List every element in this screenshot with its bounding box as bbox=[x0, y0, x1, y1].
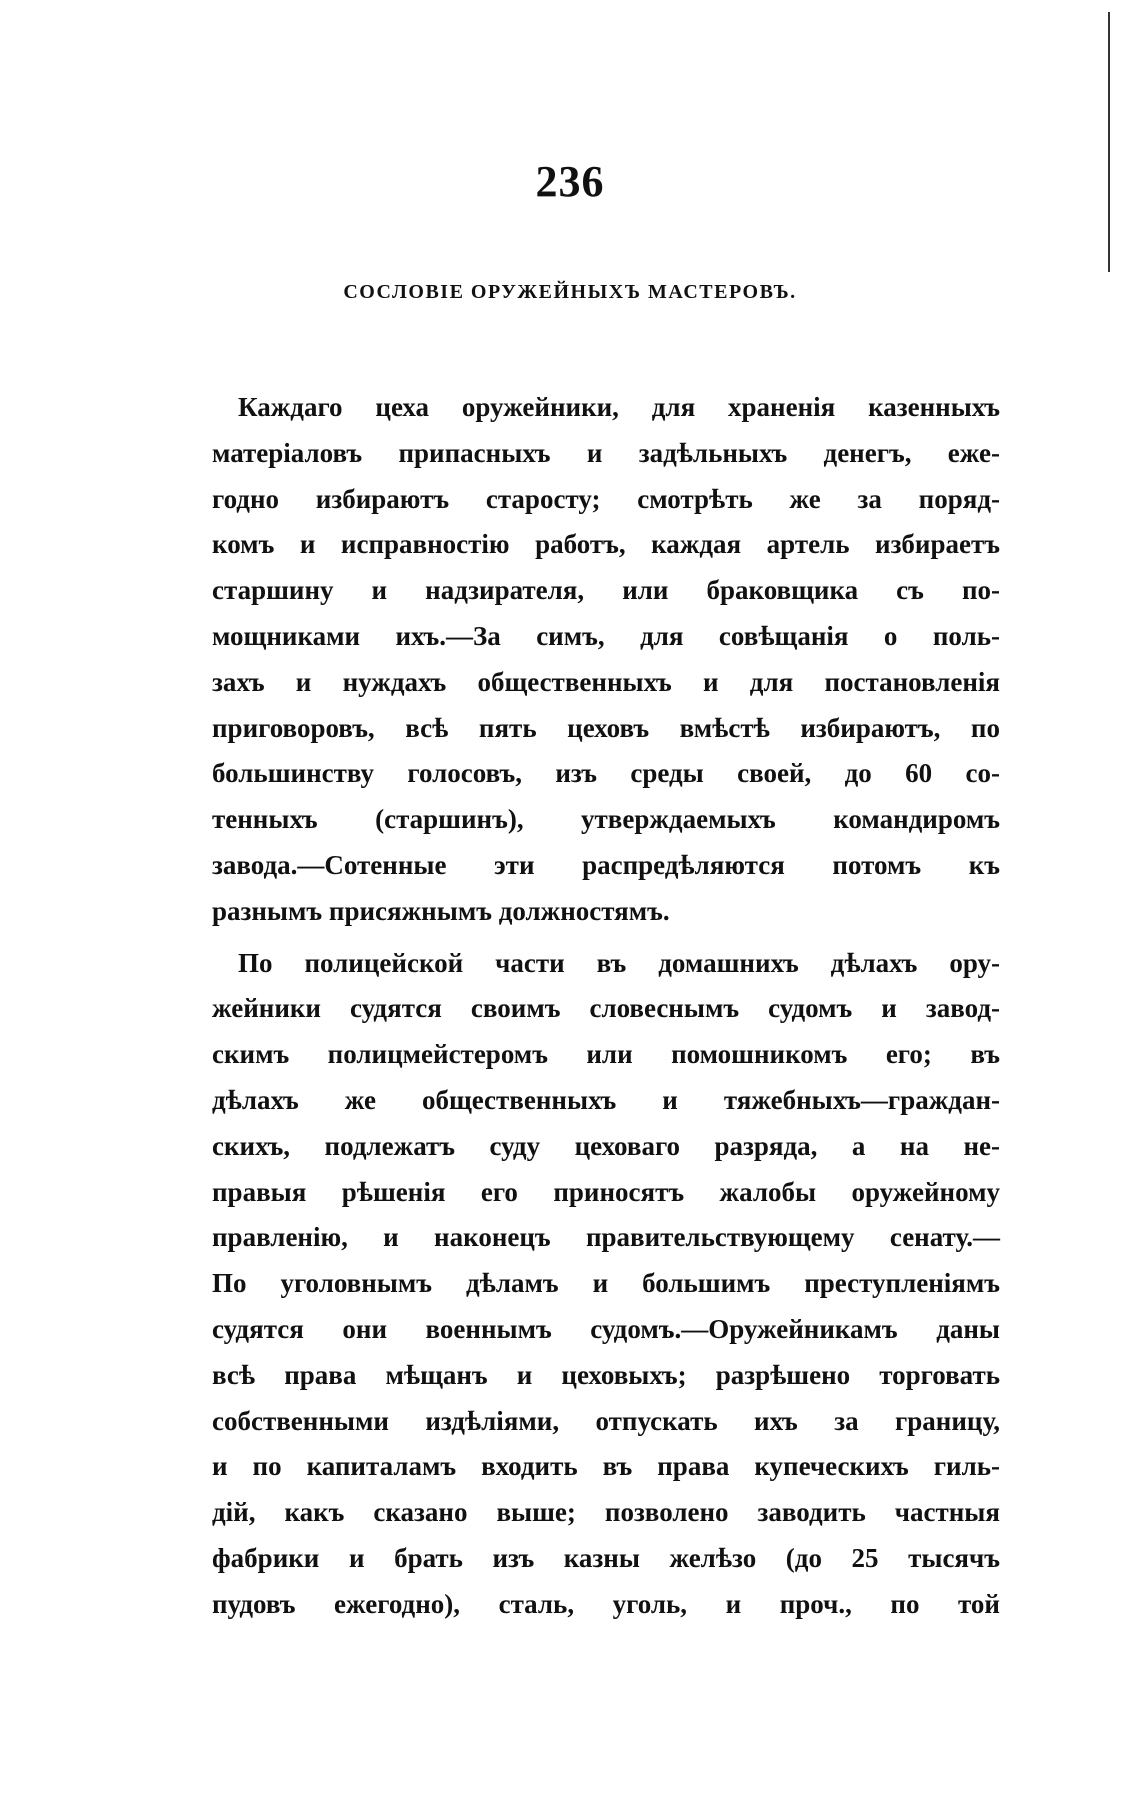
text-line: собственными издѣліями, отпускать ихъ за границу, bbox=[212, 1405, 1000, 1436]
page-edge-rule bbox=[1108, 12, 1110, 272]
text-line: дій, какъ сказано выше; позволено заводить частныя bbox=[212, 1497, 1000, 1528]
text-line: Каждаго цеха оружейники, для храненія казенныхъ bbox=[238, 392, 1000, 422]
text-line: правыя рѣшенія его приносятъ жалобы оружейному bbox=[212, 1176, 1000, 1207]
text-line: По уголовнымъ дѣламъ и большимъ преступленіямъ bbox=[212, 1268, 1000, 1299]
text-line: дѣлахъ же общественныхъ и тяжебныхъ—граждан- bbox=[212, 1084, 1000, 1115]
text-line: большинству голосовъ, изъ среды своей, до 60 со- bbox=[212, 758, 1000, 789]
text-line: захъ и нуждахъ общественныхъ и для постановленія bbox=[212, 666, 1000, 697]
text-line: судятся они военнымъ судомъ.—Оружейникамъ даны bbox=[212, 1313, 1000, 1344]
chapter-heading: СОСЛОВІЕ ОРУЖЕЙНЫХЪ МАСТЕРОВЪ. bbox=[343, 281, 797, 303]
text-line: скихъ, подлежатъ суду цеховаго разряда, а на не- bbox=[212, 1130, 1000, 1161]
text-line: разнымъ присяжнымъ должностямъ. bbox=[212, 895, 670, 926]
text-line: комъ и исправностію работъ, каждая артель избираетъ bbox=[212, 529, 1000, 560]
text-line: завода.—Сотенные эти распредѣляются потомъ къ bbox=[212, 849, 1000, 880]
text-line: годно избираютъ старосту; смотрѣть же за поряд- bbox=[212, 483, 1000, 514]
text-line: старшину и надзирателя, или браковщика съ по- bbox=[212, 575, 1000, 606]
text-line: скимъ полицмейстеромъ или помошникомъ его; въ bbox=[212, 1039, 1000, 1070]
text-line: мощниками ихъ.—За симъ, для совѣщанія о поль- bbox=[212, 620, 1000, 651]
body-text bbox=[212, 385, 1000, 1628]
text-line: По полицейской части въ домашнихъ дѣлахъ ору- bbox=[238, 947, 1000, 978]
page-number: 236 bbox=[535, 157, 605, 206]
paragraph-1 bbox=[212, 385, 1000, 935]
text-line: приговоровъ, всѣ пять цеховъ вмѣстѣ избираютъ, по bbox=[212, 712, 1000, 743]
text-line: правленію, и наконецъ правительствующему сенату.— bbox=[212, 1222, 1000, 1253]
text-line: фабрики и брать изъ казны желѣзо (до 25 тысячъ bbox=[212, 1542, 1000, 1573]
text-line: тенныхъ (старшинъ), утверждаемыхъ командиромъ bbox=[212, 804, 1000, 835]
text-line: пудовъ ежегодно), сталь, уголь, и проч., по той bbox=[212, 1588, 1000, 1619]
text-line: всѣ права мѣщанъ и цеховыхъ; разрѣшено торговать bbox=[212, 1359, 1000, 1390]
text-line: матеріаловъ припасныхъ и задѣльныхъ денегъ, еже- bbox=[212, 437, 1000, 468]
text-line: жейники судятся своимъ словеснымъ судомъ и завод- bbox=[212, 993, 1000, 1024]
paragraph-2 bbox=[212, 941, 1000, 1628]
text-line: и по капиталамъ входить въ права купеческихъ гиль- bbox=[212, 1451, 1000, 1482]
